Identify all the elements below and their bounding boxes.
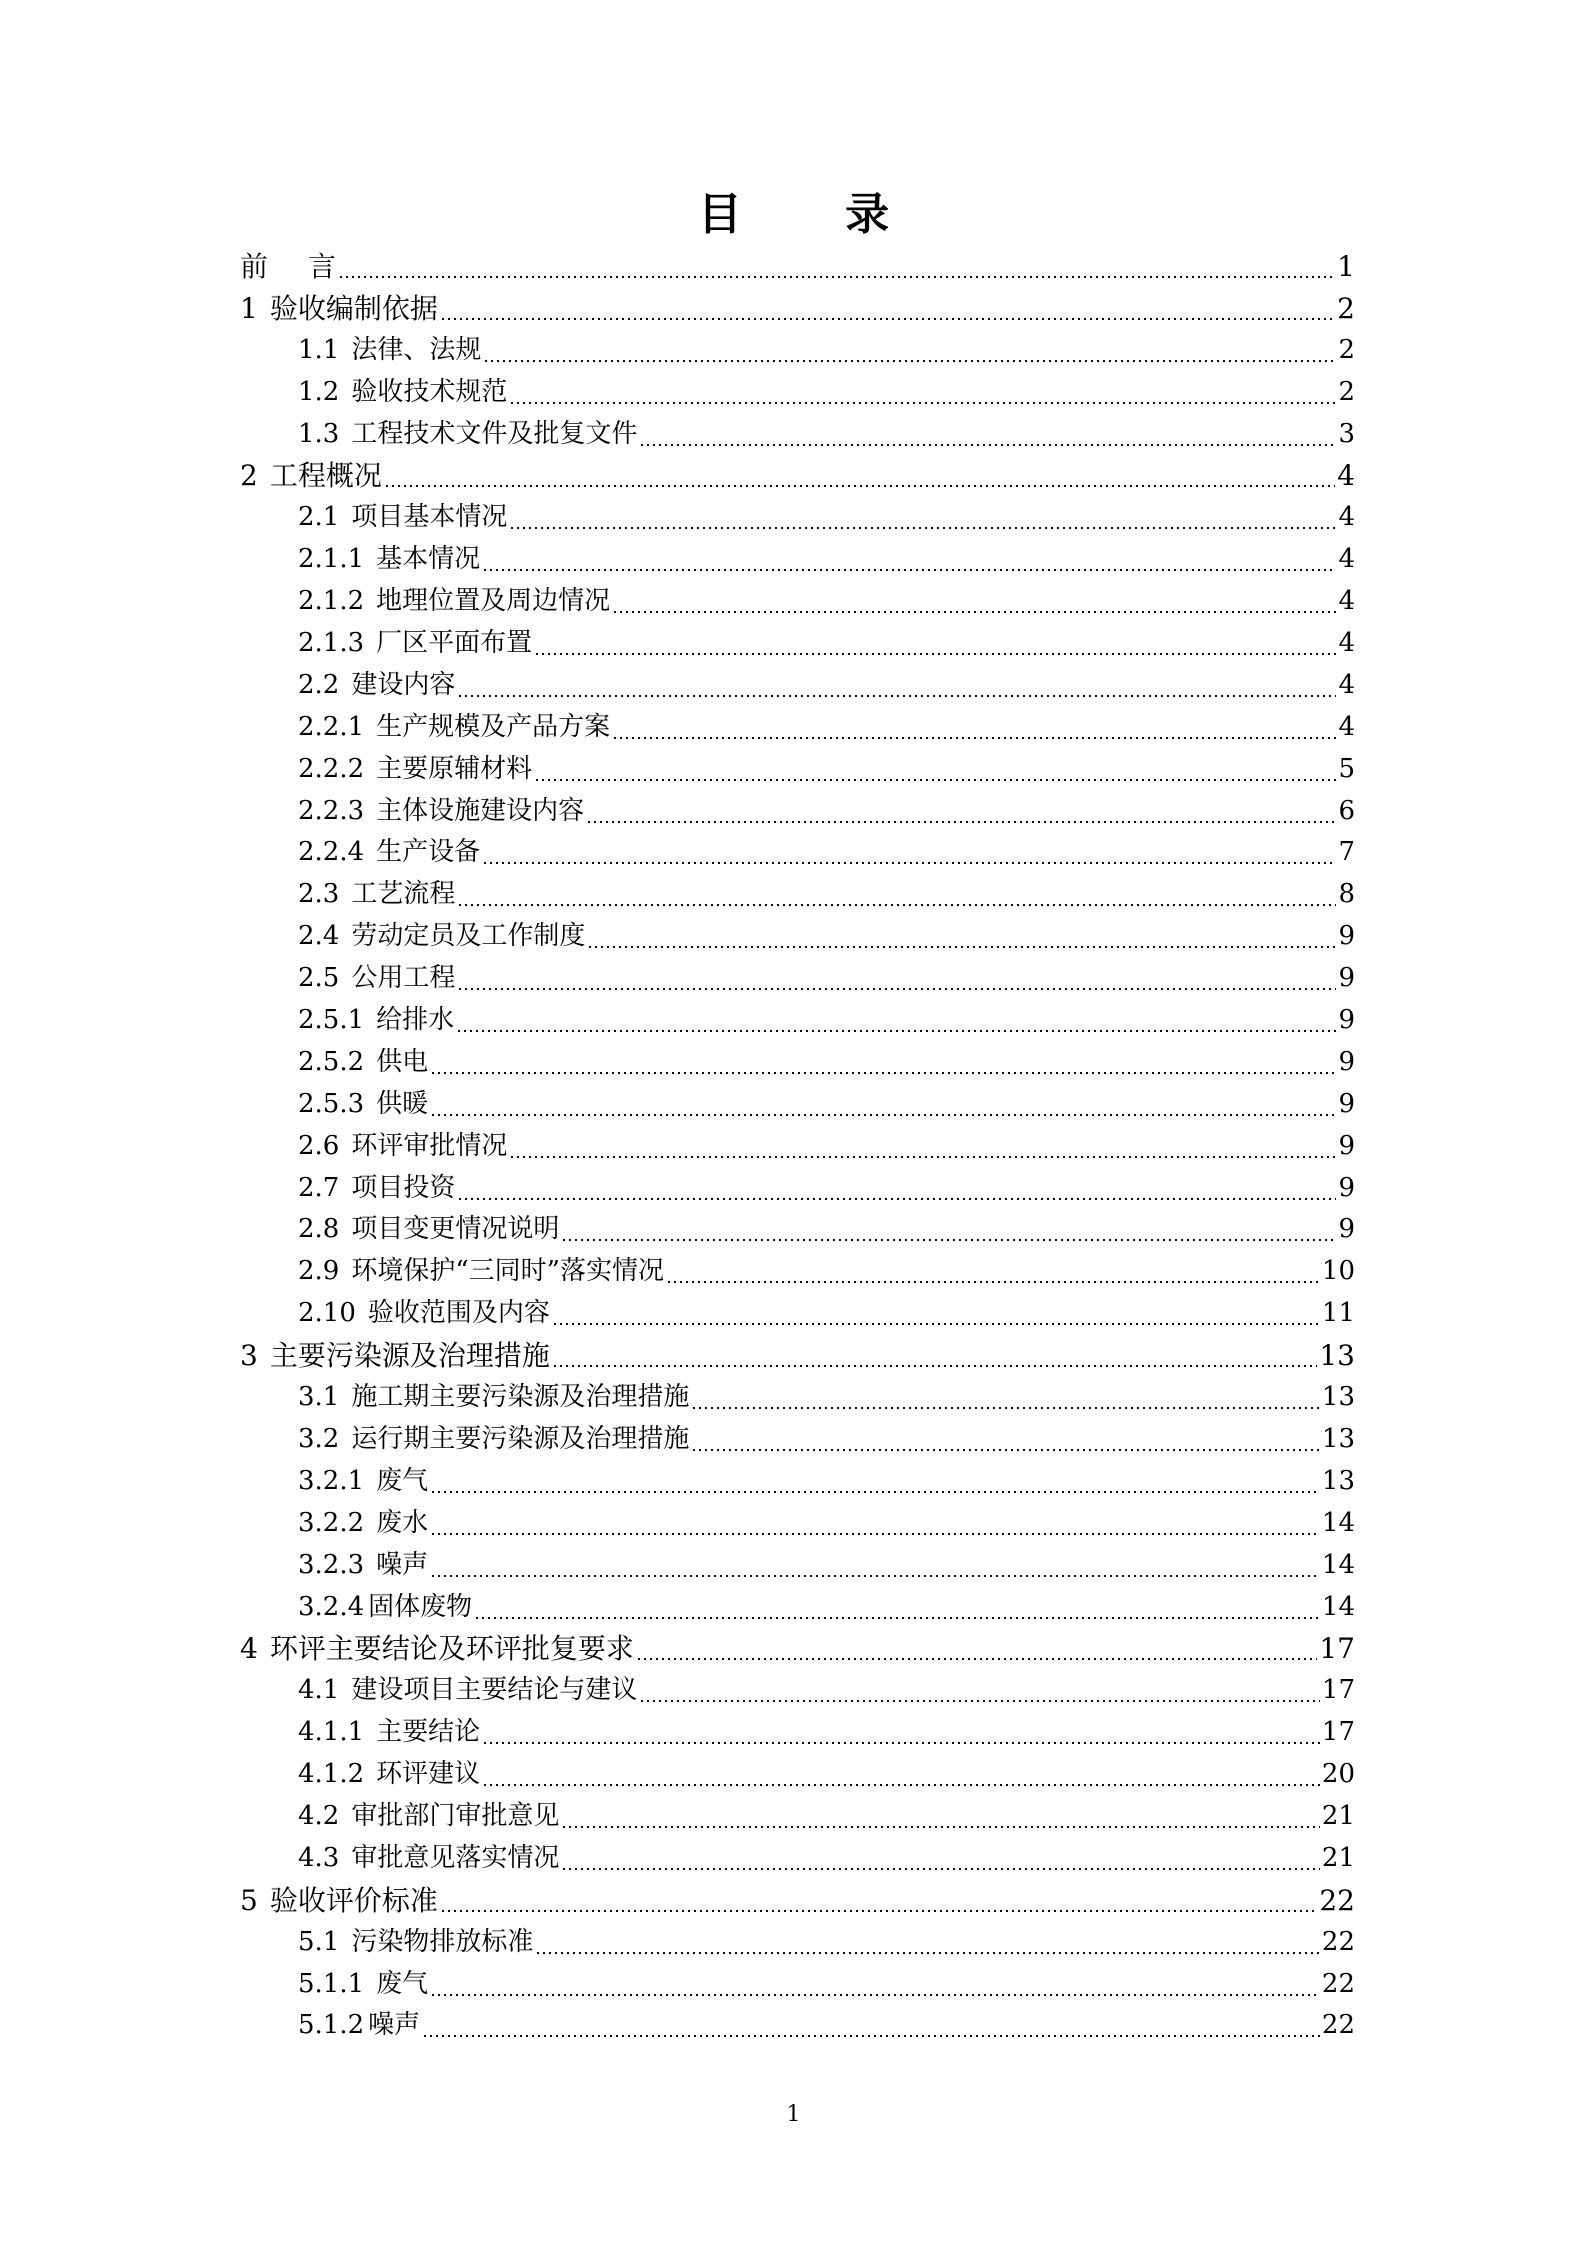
toc-entry[interactable] xyxy=(240,1168,1355,1210)
toc-entry[interactable] xyxy=(240,539,1355,581)
toc-entry-page: 3 xyxy=(1338,418,1355,449)
toc-entry[interactable] xyxy=(240,1084,1355,1126)
toc-entry-page: 13 xyxy=(1321,1465,1355,1496)
toc-entry-page: 4 xyxy=(1338,628,1355,659)
dot-leader xyxy=(440,288,1335,330)
toc-entry[interactable] xyxy=(240,958,1355,1000)
toc-entry[interactable] xyxy=(240,707,1355,749)
toc-entry-title: 基本情况 xyxy=(376,544,481,575)
toc-entry-page: 9 xyxy=(1338,1046,1355,1077)
dot-leader xyxy=(561,1838,1320,1880)
dot-leader xyxy=(430,1084,1336,1126)
toc-entry[interactable] xyxy=(240,1251,1355,1293)
toc-entry-page: 9 xyxy=(1338,963,1355,994)
toc-entry-title: 环评主要结论及环评批复要求 xyxy=(269,1632,634,1666)
dot-leader xyxy=(587,916,1336,958)
toc-entry[interactable] xyxy=(240,497,1355,539)
dot-leader xyxy=(561,1796,1320,1838)
toc-entry-title: 验收编制依据 xyxy=(269,291,438,325)
toc-entry[interactable] xyxy=(240,372,1355,414)
toc-entry-title: 环评审批情况 xyxy=(351,1130,508,1161)
toc-entry-number: 2.10 xyxy=(298,1298,356,1329)
toc-entry-title: 主要结论 xyxy=(376,1717,481,1748)
toc-entry-page: 7 xyxy=(1338,837,1355,868)
toc-entry-title: 供暖 xyxy=(376,1088,429,1119)
toc-entry-number: 2.2.3 xyxy=(298,795,365,826)
toc-entry-title: 主要原辅材料 xyxy=(376,753,533,784)
toc-entry-number: 1 xyxy=(240,291,258,325)
toc-entry[interactable] xyxy=(240,1209,1355,1251)
toc-entry[interactable] xyxy=(240,1796,1355,1838)
toc-entry-page: 6 xyxy=(1338,795,1355,826)
toc-entry-page: 4 xyxy=(1337,459,1355,493)
dot-leader xyxy=(430,1964,1320,2006)
toc-entry[interactable] xyxy=(240,1712,1355,1754)
toc-entry-title: 建设项目主要结论与建议 xyxy=(351,1675,638,1706)
toc-entry[interactable] xyxy=(240,874,1355,916)
toc-entry-number: 5.1 xyxy=(298,1926,340,1957)
toc-entry-number: 4 xyxy=(240,1632,258,1666)
toc-entry-number: 2.5.3 xyxy=(298,1088,365,1119)
toc-entry-number: 3.2.2 xyxy=(298,1507,365,1538)
toc-entry-number: 前 xyxy=(240,250,269,283)
toc-entry-title: 生产设备 xyxy=(376,837,481,868)
toc-entry-title: 工艺流程 xyxy=(351,879,456,910)
dot-leader xyxy=(384,455,1335,497)
toc-entry-number: 2.7 xyxy=(298,1172,340,1203)
toc-entry-number: 2.6 xyxy=(298,1130,340,1161)
toc-entry[interactable] xyxy=(240,791,1355,833)
toc-entry-title: 生产规模及产品方案 xyxy=(376,711,611,742)
dot-leader xyxy=(422,2005,1320,2047)
toc-entry[interactable] xyxy=(240,1545,1355,1587)
toc-entry[interactable] xyxy=(240,1000,1355,1042)
toc-entry[interactable] xyxy=(240,1503,1355,1545)
toc-entry[interactable] xyxy=(240,1964,1355,2006)
toc-entry-page: 2 xyxy=(1337,291,1355,325)
toc-entry-number: 3.2.4 xyxy=(298,1591,365,1622)
toc-entry-page: 1 xyxy=(1337,250,1355,283)
toc-entry-page: 4 xyxy=(1338,711,1355,742)
toc-entry-title: 法律、法规 xyxy=(351,334,482,365)
toc-entry-number: 2 xyxy=(240,459,258,493)
toc-entry-title: 给排水 xyxy=(376,1005,455,1036)
toc-entry-page: 21 xyxy=(1321,1842,1355,1873)
dot-leader xyxy=(509,1126,1336,1168)
toc-entry-title: 劳动定员及工作制度 xyxy=(351,921,586,952)
toc-entry-page: 13 xyxy=(1319,1339,1355,1373)
toc-entry-title: 公用工程 xyxy=(351,963,456,994)
toc-entry-title: 项目变更情况说明 xyxy=(351,1214,560,1245)
toc-entry-number: 3.2.3 xyxy=(298,1549,365,1580)
toc-entry-page: 8 xyxy=(1338,879,1355,910)
dot-leader xyxy=(509,372,1336,414)
toc-entry[interactable] xyxy=(240,414,1355,456)
toc-entry-page: 4 xyxy=(1338,544,1355,575)
toc-entry-number: 2.4 xyxy=(298,921,340,952)
toc-entry-page: 14 xyxy=(1321,1549,1355,1580)
page-number: 1 xyxy=(786,2102,801,2127)
toc-entry-page: 13 xyxy=(1321,1423,1355,1454)
toc-entry-page: 9 xyxy=(1338,921,1355,952)
toc-entry-title: 项目投资 xyxy=(351,1172,456,1203)
page-title: 目 录 xyxy=(697,189,934,240)
toc-entry-number: 2.1.1 xyxy=(298,544,365,575)
toc-entry-title: 施工期主要污染源及治理措施 xyxy=(351,1382,690,1413)
toc-entry-page: 4 xyxy=(1338,669,1355,700)
dot-leader xyxy=(483,330,1336,372)
dot-leader xyxy=(457,874,1336,916)
toc-entry-page: 13 xyxy=(1321,1382,1355,1413)
toc-entry-number: 2.8 xyxy=(298,1214,340,1245)
dot-leader xyxy=(666,1251,1320,1293)
dot-leader xyxy=(482,832,1336,874)
toc-entry[interactable] xyxy=(240,455,1355,497)
dot-leader xyxy=(612,581,1336,623)
toc-entry[interactable] xyxy=(240,916,1355,958)
dot-leader xyxy=(534,623,1336,665)
toc-entry-number: 2.1.2 xyxy=(298,586,365,617)
toc-entry-title: 废气 xyxy=(376,1465,429,1496)
dot-leader xyxy=(636,1628,1318,1670)
toc-entry-number: 2.1.3 xyxy=(298,628,365,659)
toc-entry-page: 4 xyxy=(1338,586,1355,617)
toc-entry-number: 3.2 xyxy=(298,1423,340,1454)
dot-leader xyxy=(482,1712,1320,1754)
toc-entry-page: 22 xyxy=(1321,2010,1355,2041)
toc-entry-page: 2 xyxy=(1338,334,1355,365)
toc-entry-number: 5 xyxy=(240,1883,258,1917)
dot-leader xyxy=(457,1168,1336,1210)
toc-entry-title: 噪声 xyxy=(368,2010,421,2041)
toc-entry-number: 4.3 xyxy=(298,1842,340,1873)
toc-entry-page: 5 xyxy=(1338,753,1355,784)
toc-entry-title: 建设内容 xyxy=(351,669,456,700)
toc-entry[interactable] xyxy=(240,1754,1355,1796)
toc-entry[interactable] xyxy=(240,1293,1355,1335)
toc-entry[interactable] xyxy=(240,581,1355,623)
dot-leader xyxy=(691,1377,1320,1419)
toc-entry[interactable] xyxy=(240,1042,1355,1084)
toc-entry-title: 固体废物 xyxy=(368,1591,473,1622)
dot-leader xyxy=(534,749,1336,791)
toc-entry-title: 供电 xyxy=(376,1046,429,1077)
toc-entry[interactable] xyxy=(240,1922,1355,1964)
toc-entry[interactable] xyxy=(240,288,1355,330)
toc-entry-number: 2.9 xyxy=(298,1256,340,1287)
toc-entry[interactable] xyxy=(240,1335,1355,1377)
dot-leader xyxy=(612,707,1336,749)
toc-entry[interactable] xyxy=(240,623,1355,665)
dot-leader xyxy=(457,665,1336,707)
toc-entry-title: 验收范围及内容 xyxy=(367,1298,550,1329)
dot-leader xyxy=(639,414,1336,456)
toc-entry-number: 2.1 xyxy=(298,502,340,533)
toc-entry-page: 17 xyxy=(1321,1675,1355,1706)
toc-entry-title: 运行期主要污染源及治理措施 xyxy=(351,1423,690,1454)
dot-leader xyxy=(639,1670,1320,1712)
toc-entry[interactable] xyxy=(240,1670,1355,1712)
dot-leader xyxy=(586,791,1336,833)
toc-entry-page: 4 xyxy=(1338,502,1355,533)
toc-entry-number: 1.1 xyxy=(298,334,340,365)
toc-entry-number: 4.2 xyxy=(298,1800,340,1831)
toc-entry[interactable] xyxy=(240,1880,1355,1922)
toc-entry-title: 噪声 xyxy=(376,1549,429,1580)
dot-leader xyxy=(552,1293,1320,1335)
toc-entry-page: 22 xyxy=(1319,1883,1355,1917)
toc-entry-page: 22 xyxy=(1321,1926,1355,1957)
toc-entry[interactable] xyxy=(240,330,1355,372)
toc-entry-page: 10 xyxy=(1321,1256,1355,1287)
toc-entry-page: 9 xyxy=(1338,1214,1355,1245)
toc-entry-number: 3.1 xyxy=(298,1382,340,1413)
dot-leader xyxy=(482,1754,1320,1796)
dot-leader xyxy=(561,1209,1336,1251)
toc-entry-title: 言 xyxy=(308,250,337,283)
toc-entry-title: 废气 xyxy=(376,1968,429,1999)
toc-entry-page: 9 xyxy=(1338,1088,1355,1119)
toc-entry[interactable] xyxy=(240,665,1355,707)
table-of-contents xyxy=(240,246,1355,2047)
toc-entry-number: 3.2.1 xyxy=(298,1465,365,1496)
dot-leader xyxy=(535,1922,1320,1964)
toc-entry-page: 17 xyxy=(1321,1717,1355,1748)
dot-leader xyxy=(440,1880,1318,1922)
toc-entry[interactable] xyxy=(240,1126,1355,1168)
toc-entry-title: 审批意见落实情况 xyxy=(351,1842,560,1873)
toc-entry[interactable] xyxy=(240,1587,1355,1629)
toc-entry-number: 4.1.1 xyxy=(298,1717,365,1748)
toc-entry-number: 5.1.2 xyxy=(298,2010,365,2041)
toc-entry-number: 2.2 xyxy=(298,669,340,700)
toc-entry-title: 污染物排放标准 xyxy=(351,1926,534,1957)
toc-entry[interactable] xyxy=(240,1628,1355,1670)
toc-entry-page: 17 xyxy=(1319,1632,1355,1666)
dot-leader xyxy=(338,246,1335,288)
toc-entry-number: 2.3 xyxy=(298,879,340,910)
toc-entry-number: 3 xyxy=(240,1339,258,1373)
toc-entry-page: 14 xyxy=(1321,1591,1355,1622)
toc-entry-number: 5.1.1 xyxy=(298,1968,365,1999)
toc-entry-title: 环评建议 xyxy=(376,1759,481,1790)
toc-entry-page: 9 xyxy=(1338,1005,1355,1036)
dot-leader xyxy=(430,1545,1320,1587)
toc-entry-page: 21 xyxy=(1321,1800,1355,1831)
toc-entry-title: 环境保护“三同时”落实情况 xyxy=(351,1256,664,1287)
toc-entry-title: 验收技术规范 xyxy=(351,376,508,407)
dot-leader xyxy=(691,1419,1320,1461)
toc-entry[interactable] xyxy=(240,1838,1355,1880)
toc-entry-title: 验收评价标准 xyxy=(269,1883,438,1917)
toc-entry-title: 项目基本情况 xyxy=(351,502,508,533)
dot-leader xyxy=(430,1503,1320,1545)
dot-leader xyxy=(430,1461,1320,1503)
toc-entry-number: 4.1.2 xyxy=(298,1759,365,1790)
toc-entry-page: 22 xyxy=(1321,1968,1355,1999)
toc-entry-page: 14 xyxy=(1321,1507,1355,1538)
toc-entry-title: 主体设施建设内容 xyxy=(376,795,585,826)
toc-entry[interactable] xyxy=(240,749,1355,791)
toc-entry[interactable] xyxy=(240,832,1355,874)
toc-entry[interactable] xyxy=(240,2005,1355,2047)
toc-entry-title: 废水 xyxy=(376,1507,429,1538)
dot-leader xyxy=(457,958,1336,1000)
toc-entry-title: 工程技术文件及批复文件 xyxy=(351,418,638,449)
dot-leader xyxy=(482,539,1336,581)
toc-entry-number: 2.2.4 xyxy=(298,837,365,868)
toc-entry-title: 主要污染源及治理措施 xyxy=(269,1339,550,1373)
toc-entry-page: 20 xyxy=(1321,1759,1355,1790)
toc-entry-number: 1.2 xyxy=(298,376,340,407)
toc-entry-page: 9 xyxy=(1338,1172,1355,1203)
toc-entry-number: 2.5 xyxy=(298,963,340,994)
toc-entry[interactable] xyxy=(240,1377,1355,1419)
toc-entry-number: 4.1 xyxy=(298,1675,340,1706)
toc-entry[interactable] xyxy=(240,1419,1355,1461)
toc-entry-page: 9 xyxy=(1338,1130,1355,1161)
toc-entry-title: 地理位置及周边情况 xyxy=(376,586,611,617)
toc-entry-number: 1.3 xyxy=(298,418,340,449)
toc-entry-number: 2.2.1 xyxy=(298,711,365,742)
toc-entry-title: 工程概况 xyxy=(269,459,382,493)
toc-entry-title: 审批部门审批意见 xyxy=(351,1800,560,1831)
toc-entry-page: 2 xyxy=(1338,376,1355,407)
toc-entry-title: 厂区平面布置 xyxy=(376,628,533,659)
toc-entry-number: 2.5.2 xyxy=(298,1046,365,1077)
dot-leader xyxy=(430,1042,1336,1084)
toc-entry[interactable] xyxy=(240,246,1355,288)
toc-entry[interactable] xyxy=(240,1461,1355,1503)
dot-leader xyxy=(552,1335,1318,1377)
toc-entry-number: 2.2.2 xyxy=(298,753,365,784)
dot-leader xyxy=(456,1000,1336,1042)
toc-entry-number: 2.5.1 xyxy=(298,1005,365,1036)
toc-entry-page: 11 xyxy=(1321,1298,1355,1329)
dot-leader xyxy=(474,1587,1320,1629)
dot-leader xyxy=(509,497,1336,539)
